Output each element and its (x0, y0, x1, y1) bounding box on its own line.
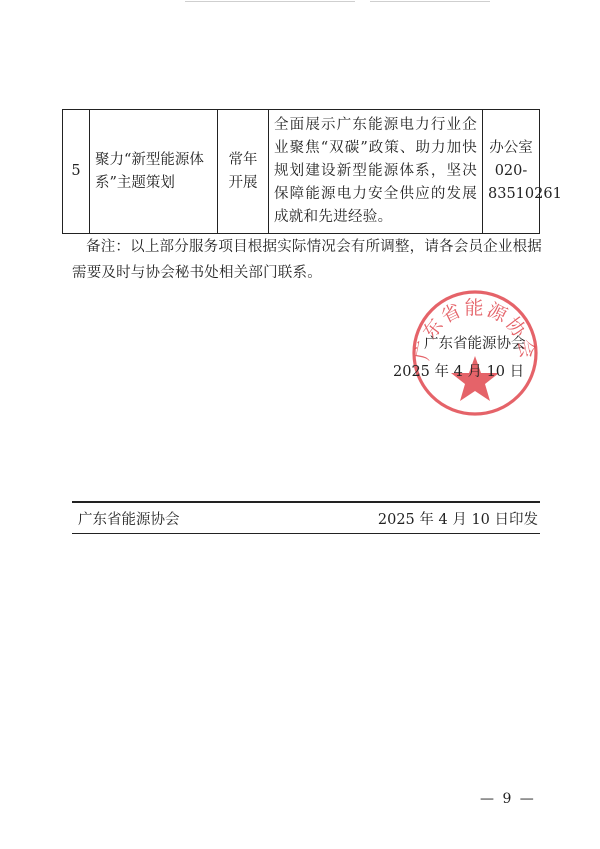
signature-organization: 广东省能源协会 (424, 336, 526, 352)
table-row (63, 110, 540, 234)
contact-department: 办公室 (489, 140, 533, 156)
footer-organization: 广东省能源协会 (78, 512, 180, 528)
service-table (62, 109, 562, 234)
remark-note: 备注：以上部分服务项目根据实际情况会有所调整，请各会员企业根据需要及时与协会秘书处相关部门联系。 (72, 239, 542, 281)
footer-top-rule (72, 501, 540, 503)
footer-print-date: 2025 年 4 月 10 日印发 (377, 512, 538, 528)
row-number: 5 (63, 110, 90, 234)
contact-phone: 020-83510261 (488, 163, 562, 202)
top-edge-lines (0, 0, 600, 10)
footer-bottom-rule (72, 533, 540, 534)
contact-cell (483, 110, 562, 234)
service-frequency: 常年开展 (218, 110, 269, 234)
service-description: 全面展示广东能源电力行业企业聚焦“双碳”政策、助力加快规划建设新型能源体系，坚决保障能源电力安全供应的发展成就和先进经验。 (269, 110, 483, 234)
seal-text: 广东省能源协会 (411, 297, 539, 363)
service-name: 聚力“新型能源体系”主题策划 (90, 110, 218, 234)
page-number: — 9 — (480, 791, 536, 807)
signature-date: 2025 年 4 月 10 日 (393, 364, 525, 380)
official-seal-stamp (410, 288, 540, 418)
